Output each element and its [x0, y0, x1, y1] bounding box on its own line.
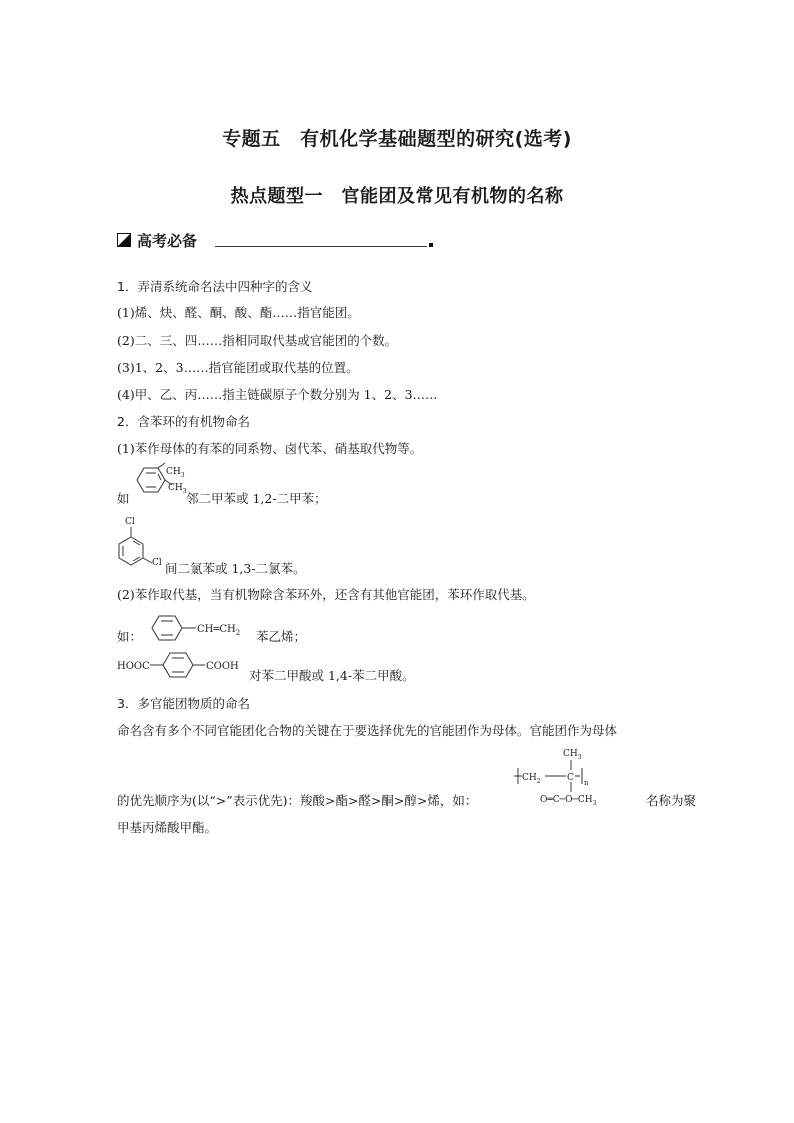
pmma-structure — [510, 744, 648, 808]
example-name: 苯乙烯； — [256, 629, 307, 644]
ch3-label: $CH_3$ — [563, 749, 582, 761]
ch2-label: $CH_2$ — [522, 773, 541, 785]
cl-label: Cl — [152, 558, 162, 568]
terephthalic-acid-structure — [117, 650, 257, 682]
text-line-tail: 名称为聚 — [646, 793, 697, 808]
text-line: 命名含有多个不同官能团化合物的关键在于要选择优先的官能团作为母体。官能团作为母体 — [117, 723, 618, 738]
text-line: (3)1、2、3……指官能团或取代基的位置。 — [117, 360, 359, 375]
text-line: 的优先顺序为(以“>”表示优先)：羧酸>酯>醛>酮>醇>烯，如： — [117, 793, 478, 808]
section-end-dot — [429, 243, 433, 247]
text-line: (2)苯作取代基，当有机物除含苯环外，还含有其他官能团，苯环作取代基。 — [117, 587, 535, 602]
section-underline — [215, 246, 427, 247]
heading-3: 3．多官能团物质的命名 — [117, 696, 250, 711]
hooc-label: HOOC — [117, 661, 150, 672]
section-marker-icon — [117, 233, 131, 247]
page-title: 专题五 有机化学基础题型的研究(选考) — [222, 128, 572, 150]
example-name: 间二氯苯或 1,3-二氯苯。 — [165, 561, 306, 576]
ch3-label: $CH_3$ — [168, 483, 187, 495]
section-title: 高考必备 — [137, 232, 198, 250]
text-line: (4)甲、乙、丙……指主链碳原子个数分别为 1、2、3…… — [117, 387, 438, 402]
styrene-structure — [144, 613, 259, 645]
cl-label: Cl — [125, 517, 135, 527]
repeat-n-label: n — [584, 779, 589, 787]
example-prefix: 如 — [117, 491, 130, 506]
example-name: 对苯二甲酸或 1,4-苯二甲酸。 — [249, 668, 415, 683]
text-line: (2)二、三、四……指相同取代基或官能团的个数。 — [117, 333, 398, 348]
example-name: 邻二甲苯或 1,2-二甲苯； — [186, 491, 327, 506]
page-subtitle: 热点题型一 官能团及常见有机物的名称 — [230, 186, 564, 207]
ester-group-label: $O═C─O─CH_3$ — [540, 795, 597, 807]
o-xylene-structure — [128, 465, 190, 509]
cooh-label: COOH — [206, 661, 239, 672]
heading-1: 1．弄清系统命名法中四种字的含义 — [117, 279, 313, 294]
ch3-label: $CH_3$ — [166, 467, 185, 479]
heading-2: 2．含苯环的有机物命名 — [117, 414, 250, 429]
vinyl-label: $CH═CH_2$ — [197, 624, 241, 637]
text-line: (1)苯作母体的有苯的同系物、卤代苯、硝基取代物等。 — [117, 441, 423, 456]
backbone-carbon: C — [567, 773, 574, 783]
m-dichlorobenzene-structure — [112, 513, 172, 577]
example-prefix: 如： — [117, 629, 143, 644]
text-line: 甲基丙烯酸甲酯。 — [117, 820, 218, 835]
text-line: (1)烯、炔、醛、酮、酸、酯……指官能团。 — [117, 305, 360, 320]
